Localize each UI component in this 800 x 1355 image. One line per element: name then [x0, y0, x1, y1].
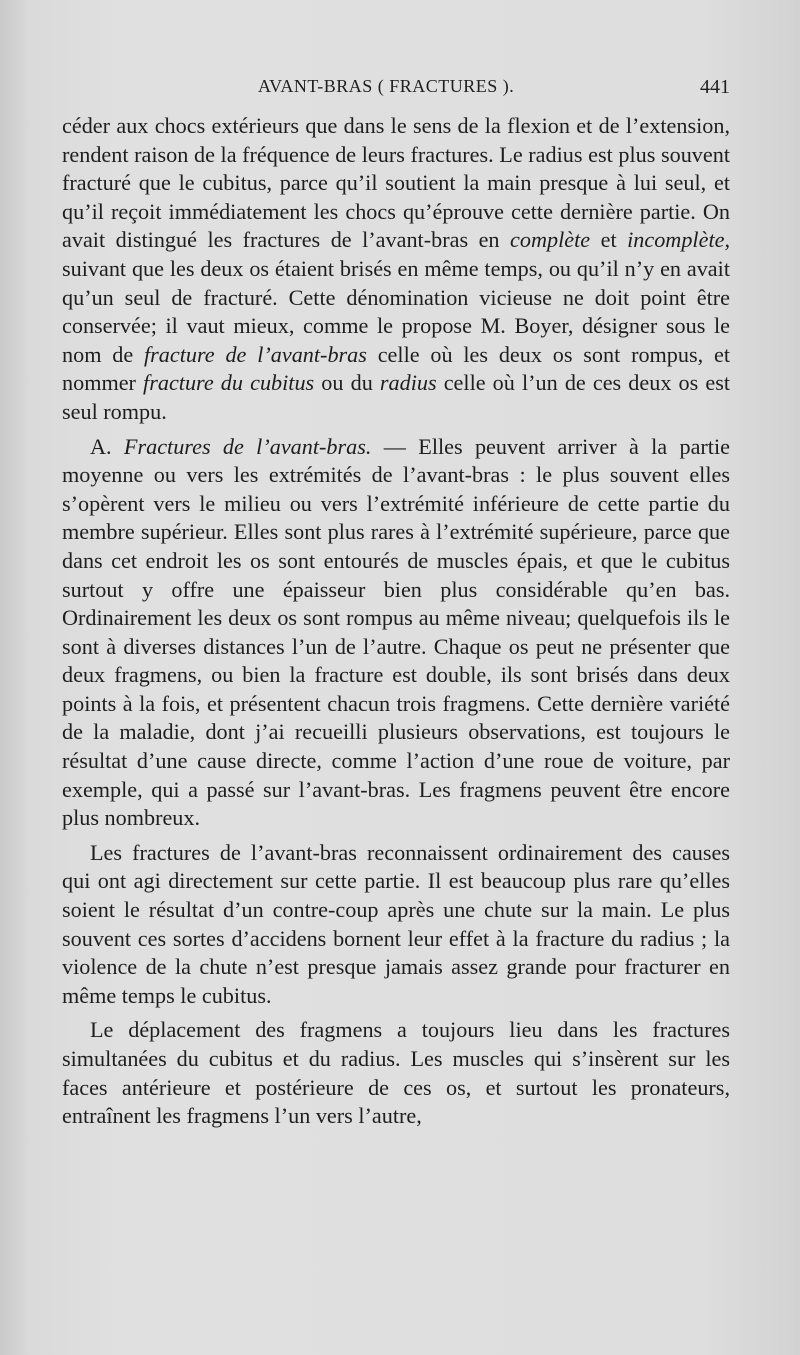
page-header	[62, 76, 732, 106]
running-title: AVANT-BRAS ( FRACTURES ).	[258, 76, 515, 96]
text-run: celle où l’un de ces deux os est seul rompu.	[62, 370, 731, 424]
page-number: 441	[700, 76, 730, 98]
text-run: ou du	[314, 370, 380, 396]
text-run: et	[590, 227, 628, 253]
text-run: céder aux chocs extérieurs que dans le sens de la flexion et de l’extension, rendent raison de la fréquence de leurs fractures. Le radius est plus souvent fracturé que le cubitus, parce qu’il soutient la main presque à lui seul, et qu’il reçoit immédiatement les chocs qu’éprouve cette dernière partie. On avait distingué les fractures de l’avant-bras en	[62, 113, 730, 253]
section-label: A.	[90, 433, 124, 459]
paragraph-2	[62, 433, 730, 833]
section-heading: Fractures de l’avant-bras.	[123, 433, 372, 459]
paragraph-1	[62, 112, 730, 427]
italic-term: incomplète,	[627, 227, 730, 253]
text-run: — Elles peuvent arriver à la partie moyenne ou vers les extrémités de l’avant-bras : le plus souvent elles s’opèrent vers le milieu ou vers l’extrémité inférieure de cette partie du membre supérieur. Elles sont plus rares à l’extrémité supérieure, parce que dans cet endroit les os sont entourés de muscles épais, et que le cubitus surtout y offre une épaisseur bien plus considérable qu’en bas. Ordinairement les deux os sont rompus au même niveau; quelquefois ils le sont à diverses distances l’un de l’autre. Chaque os peut ne présenter que deux fragmens, ou bien la fracture est double, ils sont brisés dans deux points à la fois, et présentent chacun trois fragmens. Cette dernière variété de la maladie, dont j’ai recueilli plusieurs observations, est toujours le résultat d’une cause directe, comme l’action d’une roue de voiture, par exemple, qui a passé sur l’avant-bras. Les fragmens peuvent être encore plus nombreux.	[62, 433, 730, 831]
italic-term: fracture du cubitus	[143, 370, 315, 396]
italic-term: radius	[379, 370, 437, 396]
italic-term: complète	[510, 227, 591, 253]
body-text	[62, 112, 730, 1131]
italic-term: fracture de l’avant-bras	[144, 341, 367, 367]
paragraph-3	[62, 839, 730, 1011]
text-run: Les fractures de l’avant-bras reconnaissent ordinairement des causes qui ont agi directement sur cette partie. Il est beaucoup plus rare qu’elles soient le résultat d’un contre-coup après une chute sur la main. Le plus souvent ces sortes d’accidens bornent leur effet à la fracture du radius ; la violence de la chute n’est presque jamais assez grande pour fracturer en même temps le cubitus.	[62, 839, 730, 1008]
text-run: celle où les deux os sont rompus, et nommer	[62, 341, 730, 396]
text-run: Le déplacement des fragmens a toujours lieu dans les fractures simultanées du cubitus et du radius. Les muscles qui s’insèrent sur les faces antérieure et postérieure de ces os, et surtout les pronateurs, entraînent les fragmens l’un vers l’autre,	[62, 1017, 730, 1129]
text-run: suivant que les deux os étaient brisés en même temps, ou qu’il n’y en avait qu’un seul de fracturé. Cette dénomination vicieuse ne doit point être conservée; il vaut mieux, comme le propose M. Boyer, désigner sous le nom de	[62, 255, 730, 367]
paragraph-4	[62, 1016, 730, 1130]
